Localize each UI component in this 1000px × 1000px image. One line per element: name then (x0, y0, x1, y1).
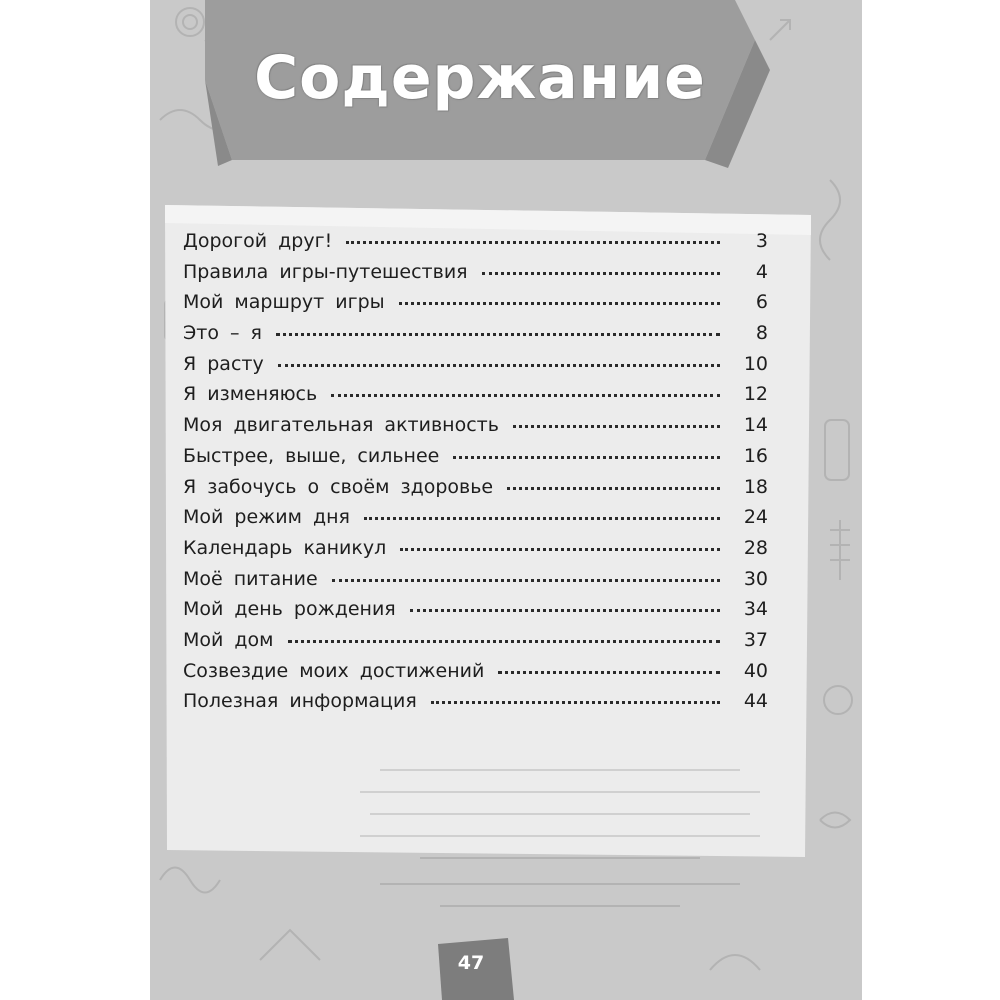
dot-leader (410, 605, 720, 612)
toc-entry-title: Быстрее, выше, сильнее (183, 444, 440, 467)
dot-leader (332, 575, 720, 582)
toc-entry-page: 24 (743, 506, 768, 529)
dot-leader (453, 452, 720, 459)
toc-entry-title: Мой маршрут игры (183, 291, 385, 314)
toc-entry-title: Дорогой друг! (183, 230, 333, 252)
toc-entry-title: Я забочусь о своём здоровье (183, 475, 494, 498)
dot-leader (498, 667, 720, 674)
toc-entry[interactable] (183, 598, 768, 629)
dot-leader (482, 268, 720, 275)
dot-leader (399, 298, 720, 305)
dot-leader (276, 329, 720, 336)
toc-entry[interactable] (183, 353, 768, 384)
toc-entry-title: Календарь каникул (183, 536, 387, 559)
dot-leader (278, 360, 720, 367)
dot-leader (513, 421, 720, 428)
toc-entry-page: 18 (743, 475, 768, 498)
toc-entry-page: 4 (755, 260, 768, 283)
table-of-contents (183, 230, 768, 721)
toc-entry-page: 10 (743, 352, 768, 375)
dot-leader (364, 513, 720, 520)
faint-imprint-lines (360, 760, 760, 920)
toc-entry[interactable] (183, 660, 768, 691)
toc-entry-title: Полезная информация (183, 690, 417, 713)
dot-leader (346, 237, 720, 244)
toc-entry[interactable] (183, 568, 768, 599)
dot-leader (331, 390, 720, 397)
toc-entry[interactable] (183, 230, 768, 261)
toc-entry[interactable] (183, 690, 768, 721)
toc-entry-page: 34 (743, 598, 768, 621)
toc-entry-title: Это – я (183, 322, 262, 345)
toc-entry[interactable] (183, 537, 768, 568)
toc-entry[interactable] (183, 291, 768, 322)
toc-entry[interactable] (183, 322, 768, 353)
toc-entry-page: 30 (743, 567, 768, 590)
toc-entry[interactable] (183, 261, 768, 292)
toc-entry[interactable] (183, 445, 768, 476)
dot-leader (431, 697, 720, 704)
toc-entry-title: Мой режим дня (183, 506, 350, 529)
toc-entry-title: Созвездие моих достижений (183, 659, 485, 682)
dot-leader (288, 636, 721, 643)
page-number: 47 (457, 952, 485, 974)
page-title: Содержание (254, 43, 706, 113)
toc-entry-title: Моё питание (183, 567, 318, 590)
toc-entry-page: 28 (743, 536, 768, 559)
toc-entry-page: 16 (743, 444, 768, 467)
dot-leader (507, 483, 720, 490)
toc-entry-title: Мой день рождения (183, 598, 396, 621)
toc-entry[interactable] (183, 414, 768, 445)
toc-entry[interactable] (183, 476, 768, 507)
toc-entry[interactable] (183, 629, 768, 660)
toc-entry-title: Моя двигательная активность (183, 414, 499, 437)
toc-entry-title: Мой дом (183, 628, 274, 651)
toc-entry-page: 6 (755, 291, 768, 314)
toc-entry-page: 3 (755, 230, 768, 252)
dot-leader (400, 544, 720, 551)
toc-entry[interactable] (183, 383, 768, 414)
toc-entry-page: 8 (755, 322, 768, 345)
toc-entry-title: Я расту (183, 352, 264, 375)
toc-entry-page: 40 (743, 659, 768, 682)
toc-entry-page: 14 (743, 414, 768, 437)
toc-entry-page: 12 (743, 383, 768, 406)
toc-entry-page: 44 (743, 690, 768, 713)
toc-entry-title: Я изменяюсь (183, 383, 318, 406)
toc-entry-title: Правила игры-путешествия (183, 260, 468, 283)
toc-entry-page: 37 (743, 628, 768, 651)
toc-entry[interactable] (183, 506, 768, 537)
